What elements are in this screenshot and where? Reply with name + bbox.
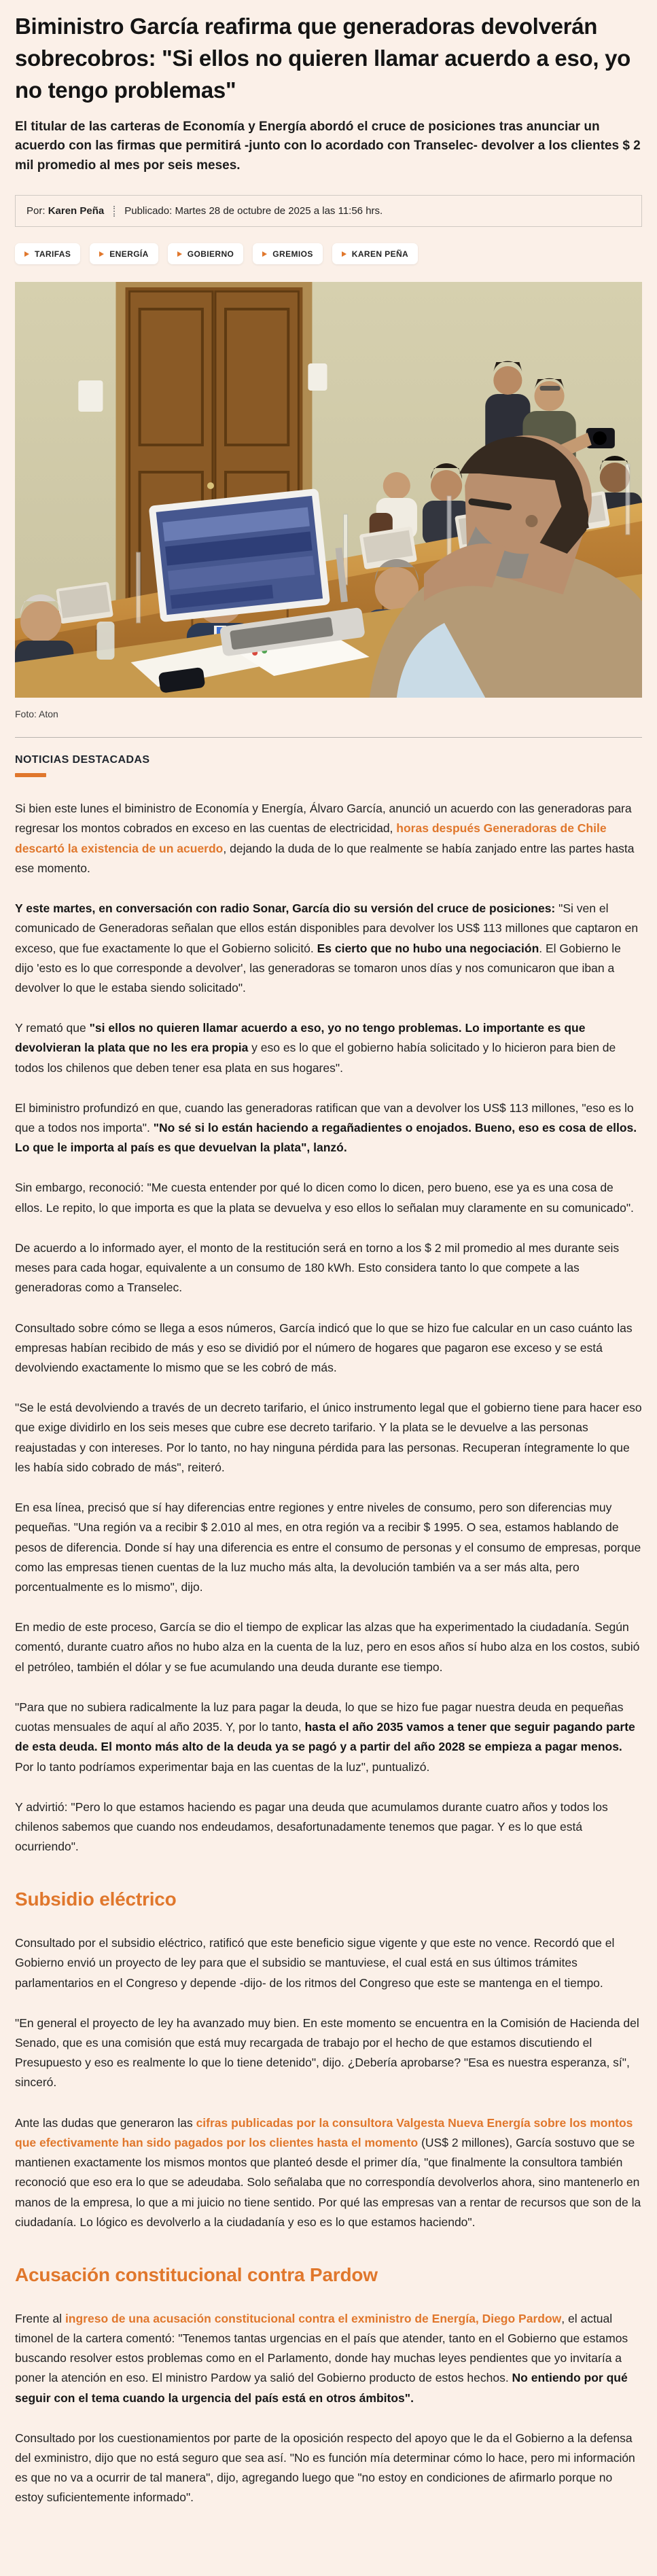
paragraph-text: Sin embargo, reconoció: "Me cuesta entender por qué lo dicen como lo dicen, pero bueno, ese ya es una cosa de ellos. Le repito, lo que importa es que la plata se devuelva y eso ellos lo señalan muy claramente en su comunicado". xyxy=(15,1181,634,1215)
article-paragraph xyxy=(15,1319,642,1378)
article-paragraph xyxy=(15,1797,642,1857)
paragraph-text: . El Gobierno le dijo 'esto es lo que corresponde a devolver', las generadoras se tomaron unos días y nos comunicaron que iban a devolver lo que le estaba siendo solicitado". xyxy=(15,941,621,995)
tag-label: TARIFAS xyxy=(35,249,71,260)
article-paragraph xyxy=(15,1698,642,1777)
paragraph-text: "Si ven el comunicado de Generadoras señalan que ellos están disponibles para devolver los US$ 113 millones que captaron en exceso, que fue exactamente lo que el Gobierno solicitó. xyxy=(15,901,639,955)
tag-energía[interactable] xyxy=(90,243,158,264)
bold-text: "No sé si lo están haciendo a regañadientes o enojados. Bueno, eso es cosa de ellos. Lo que le importa al país es que devuelvan la plata", lanzó. xyxy=(15,1121,637,1155)
article-photo xyxy=(15,282,642,698)
tag-label: GOBIERNO xyxy=(187,249,234,260)
article-body xyxy=(15,799,642,2508)
section-heading: Acusación constitucional contra Pardow xyxy=(15,2264,378,2285)
thermostat xyxy=(308,363,327,391)
article-paragraph xyxy=(15,2014,642,2093)
article-paragraph xyxy=(15,1933,642,1993)
tag-label: GREMIOS xyxy=(272,249,313,260)
article-figure xyxy=(15,282,642,719)
paragraph-text: Y advirtió: "Pero lo que estamos haciendo es pagar una deuda que acumulamos durante cuatro años y todos los chilenos sabemos que cuando nos endeudamos, desafortunadamente tenemos que pagar. Y es lo que está ocurriendo". xyxy=(15,1800,608,1854)
article-subtitle: El titular de las carteras de Economía y Energía abordó el cruce de posiciones tras anunciar un acuerdo con las firmas que permitirá -junto con lo acordado con Transelec- devolver a los clientes $ 2 mil promedio al mes por seis meses. xyxy=(15,119,641,173)
article-paragraph xyxy=(15,1238,642,1298)
section-label-text: NOTICIAS DESTACADAS xyxy=(15,754,150,766)
paragraph-text: "Para que no subiera radicalmente la luz para pagar la deuda, lo que se hizo fue pagar nuestra deuda en pequeñas cuotas mensuales de aquí al año 2035. Y, por lo tanto, xyxy=(15,1700,624,1734)
tag-label: KAREN PEÑA xyxy=(351,249,409,260)
bold-text: Y este martes, en conversación con radio Sonar, García dio su versión del cruce de posiciones: xyxy=(15,901,556,916)
inline-link[interactable]: cifras publicadas por la consultora Valgesta Nueva Energía sobre los montos que efectivamente han sido pagados por los clientes hasta el momento xyxy=(15,2115,633,2149)
paragraph-text: , el actual timonel de la cartera comentó: "Tenemos tantas urgencias en el país que atender, tanto en el Gobierno que estamos buscando resolver estos problemas como en el Parlamento, donde hay muchas leyes pendientes que yo invitaría a poner la atención en eso. El ministro Pardow ya salió del Gobierno producto de estos hechos. xyxy=(15,2311,628,2385)
paragraph-text: En esa línea, precisó que sí hay diferencias entre regiones y entre niveles de consumo, pero son diferencias muy pequeñas. "Una región va a recibir $ 2.010 al mes, en otra región va a recibir $ 1995. O sea, estamos hablando de pesos de diferencia. Donde sí hay una diferencia es entre el consumo de personas y el consumo de empresas, porque como las empresas tienen cuentas de la luz mucho más alta, la devolución también va a ser más alta, pero porcentualmente es lo mismo", dijo. xyxy=(15,1501,641,1594)
photo-credit: Foto: Aton xyxy=(15,709,58,720)
tag-label: ENERGÍA xyxy=(109,249,149,260)
byline-author xyxy=(26,205,104,217)
paragraph-text: Por lo tanto podríamos experimentar baja en las cuentas de la luz", puntualizó. xyxy=(15,1759,430,1774)
bold-text: "si ellos no quieren llamar acuerdo a eso, yo no tengo problemas. Lo importante es que devolvieran la plata que no les era propia xyxy=(15,1021,586,1055)
paragraph-text: "Se le está devolviendo a través de un decreto tarifario, el único instrumento legal que el gobierno tiene para hacer eso que exige dividirlo en los seis meses que cubre ese decreto tarifario. Y la plata se le devuelve a las personas reajustadas y con intereses. Por lo tanto, no hay ninguna pérdida para las personas. Recuperan íntegramente lo que les había sido cobrado de más", reiteró. xyxy=(15,1401,642,1474)
byline-box xyxy=(15,195,642,227)
paragraph-text: Consultado sobre cómo se llega a esos números, García indicó que lo que se hizo fue calcular en un caso cuánto las empresas habían recibido de más y eso se dividió por el número de hogares que pagaron ese exceso y se está devolviendo exactamente lo mismo que se les cobró de más. xyxy=(15,1321,633,1375)
article-paragraph xyxy=(15,2429,642,2508)
paragraph-text: De acuerdo a lo informado ayer, el monto de la restitución será en torno a los $ 2 mil promedio al mes durante seis meses para cada hogar, equivalente a un consumo de 180 kWh. Esto considera tanto lo que compete a las generadoras como a Transelec. xyxy=(15,1240,620,1295)
paragraph-text: y eso es lo que el gobierno había solicitado y lo hicieron para bien de todos los chilenos que deben tener esa plata en sus hogares". xyxy=(15,1041,616,1075)
tag-arrow-icon xyxy=(177,251,182,257)
article-paragraph xyxy=(15,1617,642,1677)
paragraph-text: Consultado por el subsidio eléctrico, ratificó que este beneficio sigue vigente y que este no vence. Recordó que el Gobierno envió un proyecto de ley para que el subsidio se mantuviese, el cual está en sus últimos trámites parlamentarios en el Congreso y depende -dijo- de los ritmos del Congreso que este se mantenga en el tiempo. xyxy=(15,1936,615,1990)
tag-arrow-icon xyxy=(99,251,104,257)
thermostat xyxy=(78,380,103,412)
article-title: Biministro García reafirma que generadoras devolverán sobrecobros: "Si ellos no quieren llamar acuerdo a eso, yo no tengo problemas" xyxy=(15,14,631,103)
paragraph-text: En medio de este proceso, García se dio el tiempo de explicar las alzas que ha experimentado la ciudadanía. Según comentó, durante cuatro años no hubo alza en la cuenta de la luz, pero en esos años sí hubo alza en los costos, subió el petróleo, también el dólar y se fue acumulando una deuda durante ese tiempo. xyxy=(15,1620,640,1674)
inline-link[interactable]: ingreso de una acusación constitucional contra el exministro de Energía, Diego Pardow xyxy=(65,2311,562,2325)
divider xyxy=(15,737,642,738)
tag-list xyxy=(15,243,642,264)
paragraph-text: Si bien este lunes el biministro de Economía y Energía, Álvaro García, anunció un acuerdo con las generadoras para regresar los montos cobrados en exceso en las cuentas de electricidad, xyxy=(15,802,632,836)
tag-gobierno[interactable] xyxy=(168,243,244,264)
tag-gremios[interactable] xyxy=(253,243,322,264)
paragraph-text: Consultado por los cuestionamientos por parte de la oposición respecto del apoyo que le da el Gobierno a la defensa del exministro, dijo que no está seguro que sea así. "No es función mía determinar cómo lo hace, pero mi información es que no va a ocurrir de tal manera", dijo, agregando luego que "no estoy en condiciones de afirmarlo porque no estoy suficientemente informado". xyxy=(15,2431,635,2505)
bold-text: No entiendo por qué seguir con el tema cuando la urgencia del país está en otros ámbitos". xyxy=(15,2371,628,2405)
bold-text: hasta el año 2035 vamos a tener que seguir pagando parte de esta deuda. El monto más alto de la deuda ya se pagó y a partir del año 2028 se empieza a pagar menos. xyxy=(15,1720,635,1754)
section-accent-bar xyxy=(15,773,46,777)
tag-tarifas[interactable] xyxy=(15,243,80,264)
tag-arrow-icon xyxy=(24,251,29,257)
article-paragraph xyxy=(15,1018,642,1078)
article-paragraph xyxy=(15,1398,642,1478)
byline-author-label: Por: xyxy=(26,205,46,217)
inline-link[interactable]: horas después Generadoras de Chile descartó la existencia de un acuerdo xyxy=(15,821,607,855)
tag-arrow-icon xyxy=(262,251,267,257)
byline-published: Publicado: Martes 28 de octubre de 2025 a las 11:56 hrs. xyxy=(124,205,383,217)
tag-karen-peña[interactable] xyxy=(332,243,418,264)
paragraph-text: (US$ 2 millones), García sostuvo que se mantienen exactamente los mismos montos que planteó desde el primer día, "que finalmente la consultora también reconoció que eso era lo que se adeudaba. Solo señalaba que no correspondía devolverlos ahora, sino mantenerlo en manos de la empresa, lo que a mi juicio no tiene sentido. Por qué las empresas van a rentar de recursos que son de la ciudadanía. Lo lógico es devolverlo a la ciudadanía y eso es lo que estamos haciendo". xyxy=(15,2135,641,2229)
paragraph-text: "En general el proyecto de ley ha avanzado muy bien. En este momento se encuentra en la Comisión de Hacienda del Senado, que es una comisión que está muy recargada de trabajo por el hecho de que estamos discutiendo el Presupuesto y eso es realmente lo que lo tiene detenido", dijo. ¿Debería aprobarse? "Esa es nuestra esperanza, sí", sinceró. xyxy=(15,2016,639,2090)
article-paragraph xyxy=(15,1498,642,1597)
paragraph-text: Ante las dudas que generaron las xyxy=(15,2115,196,2130)
section-label xyxy=(15,754,642,777)
article-paragraph xyxy=(15,799,642,878)
paragraph-text: Frente al xyxy=(15,2311,65,2325)
article-paragraph xyxy=(15,1098,642,1158)
paragraph-text: Y remató que xyxy=(15,1021,90,1035)
byline-author-name: Karen Peña xyxy=(48,205,105,217)
section-heading: Subsidio eléctrico xyxy=(15,1889,177,1910)
article-paragraph xyxy=(15,2113,642,2232)
article-paragraph xyxy=(15,2309,642,2408)
byline-separator xyxy=(113,206,115,217)
article-paragraph xyxy=(15,899,642,998)
paragraph-text: El biministro profundizó en que, cuando las generadoras ratifican que van a devolver los US$ 113 millones, "eso es lo que a todos nos importa". xyxy=(15,1101,634,1135)
article-paragraph xyxy=(15,1178,642,1217)
tag-arrow-icon xyxy=(342,251,347,257)
bold-text: Es cierto que no hubo una negociación xyxy=(317,941,539,955)
paragraph-text: , dejando la duda de lo que realmente se había zanjado entre las partes hasta ese momento. xyxy=(15,841,635,875)
